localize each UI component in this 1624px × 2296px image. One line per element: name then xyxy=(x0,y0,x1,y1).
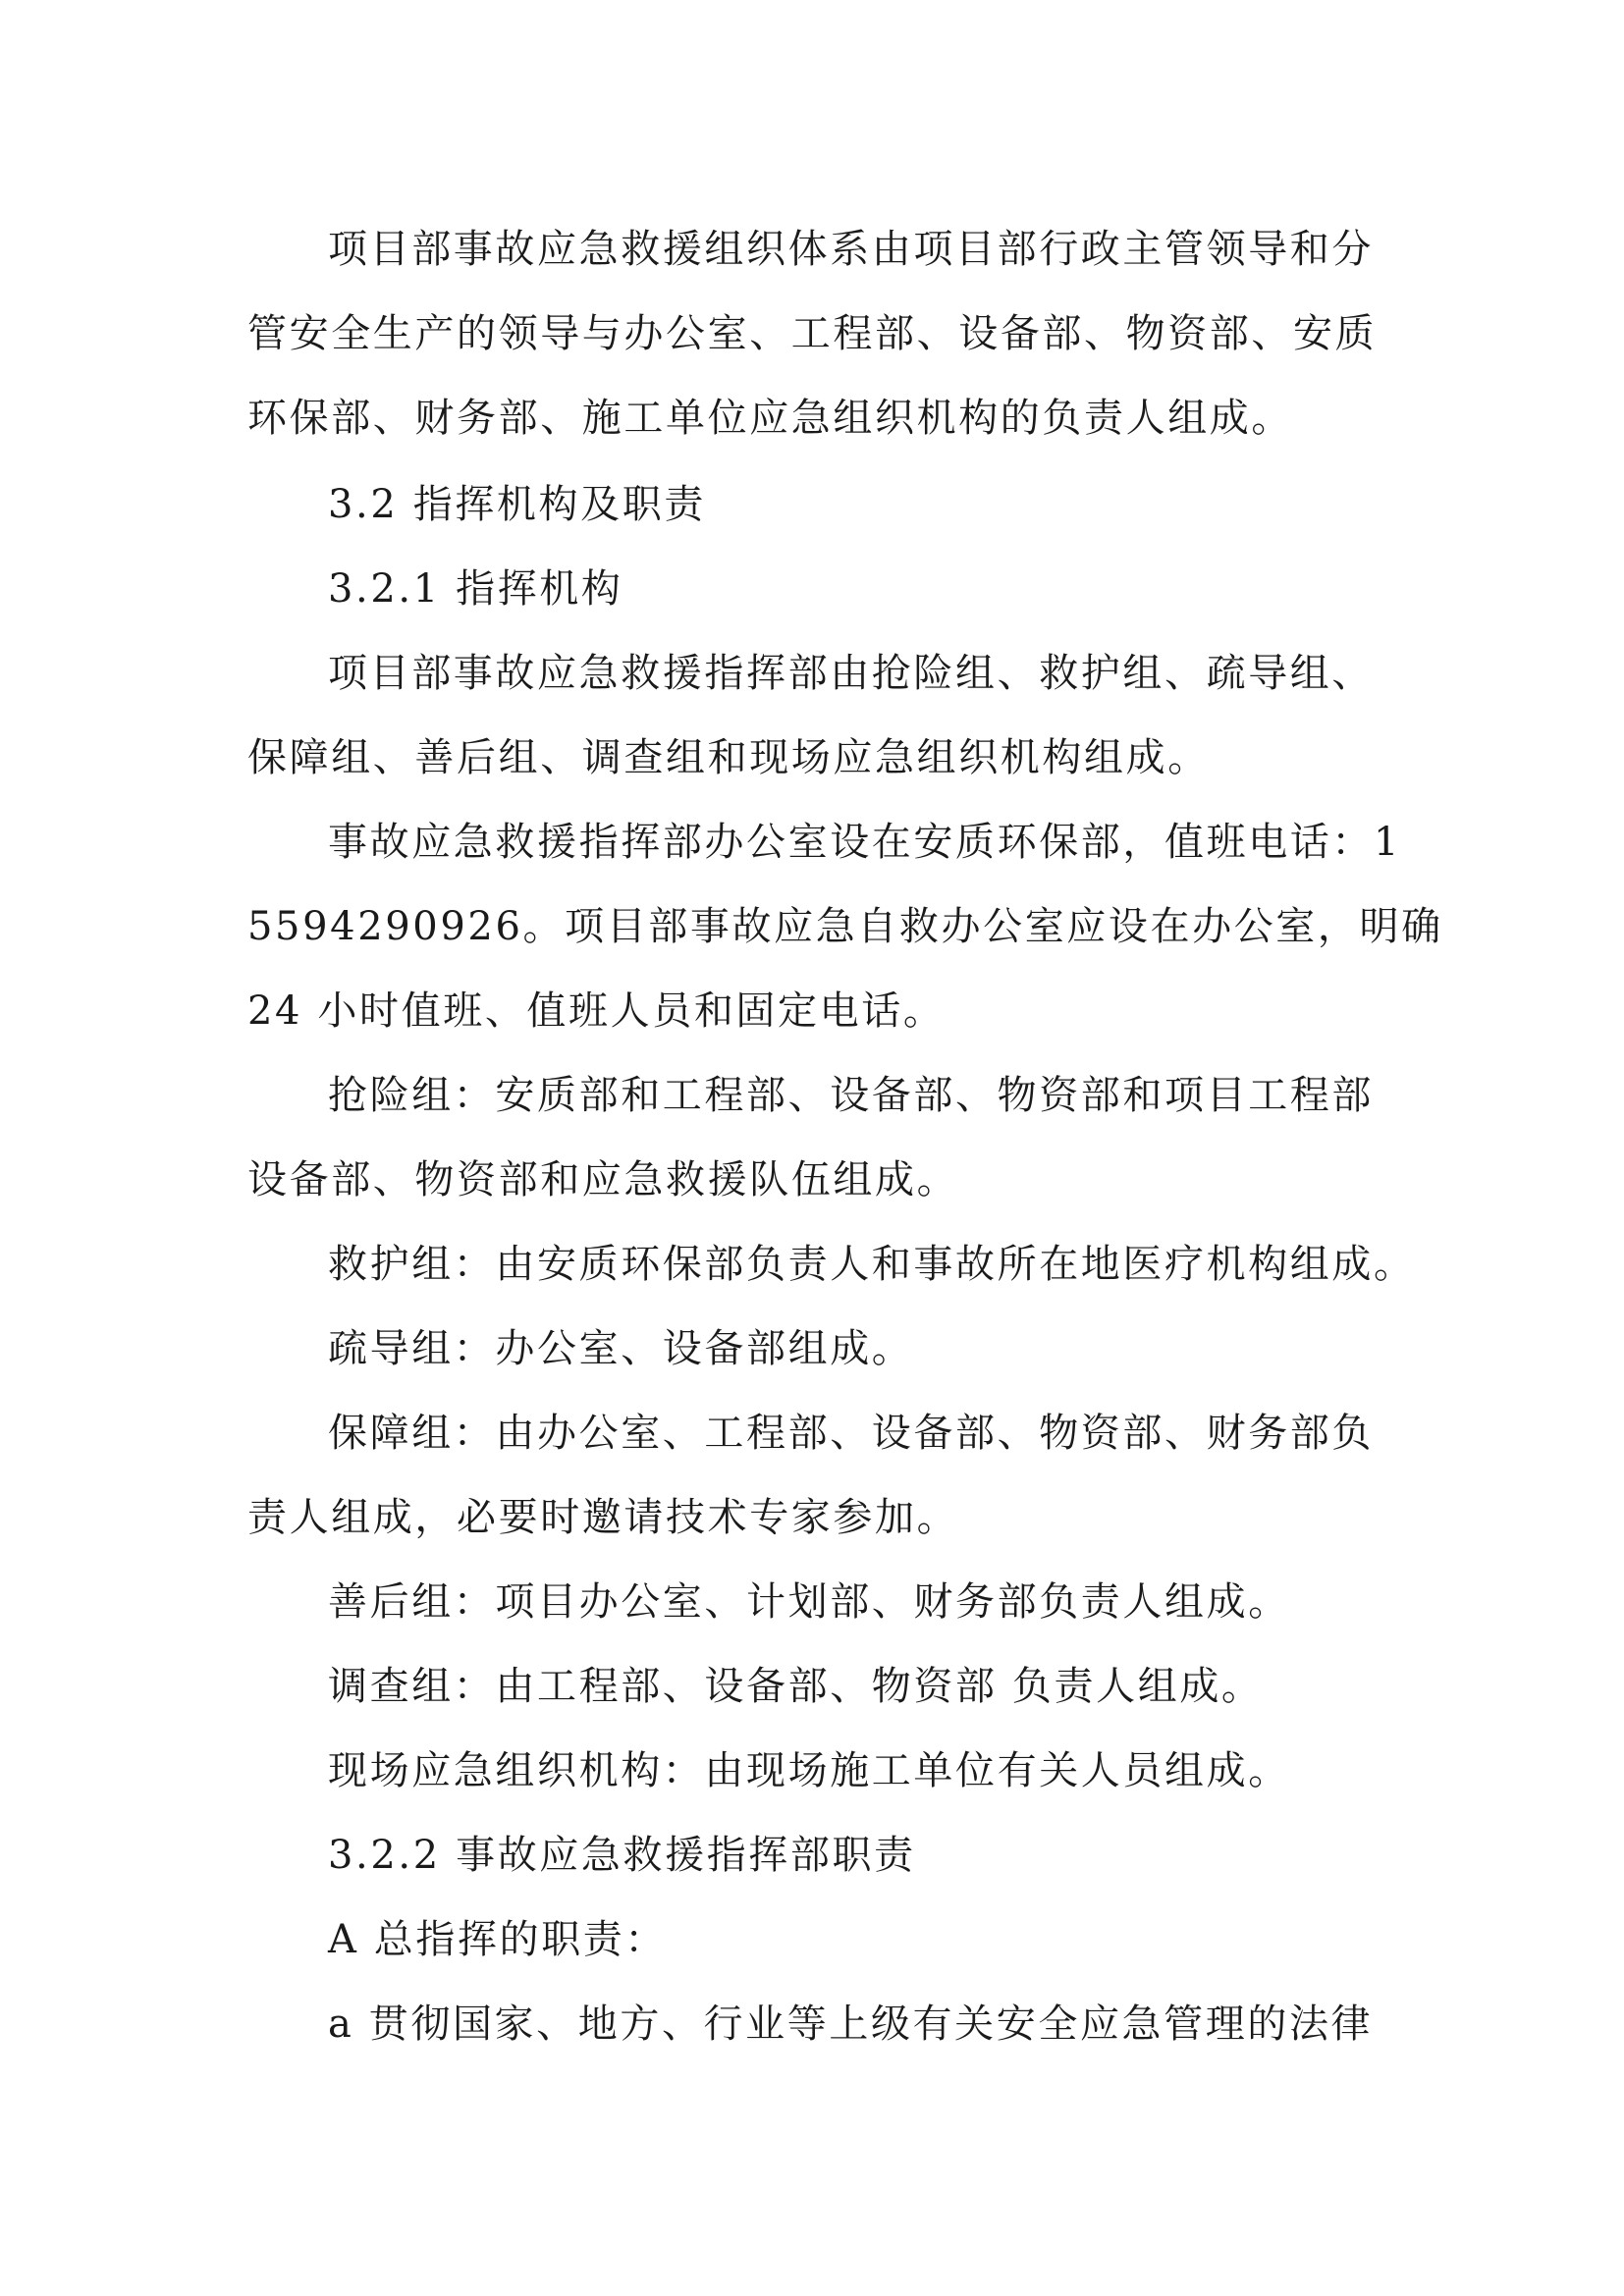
list-item: a 贯彻国家、地方、行业等上级有关安全应急管理的法律 xyxy=(328,2002,1374,2047)
paragraph-line: 抢险组：安质部和工程部、设备部、物资部和项目工程部 xyxy=(328,1073,1374,1118)
paragraph-line: 善后组：项目办公室、计划部、财务部负责人组成。 xyxy=(328,1579,1290,1625)
subsection-heading: 3.2.1 指挥机构 xyxy=(328,566,623,612)
paragraph-line: 5594290926。项目部事故应急自救办公室应设在办公室，明确 xyxy=(247,904,1443,949)
subsection-heading: 3.2.2 事故应急救援指挥部职责 xyxy=(328,1833,916,1878)
paragraph-line: 保障组、善后组、调查组和现场应急组织机构组成。 xyxy=(247,735,1210,780)
paragraph-line: 项目部事故应急救援指挥部由抢险组、救护组、疏导组、 xyxy=(328,651,1374,696)
paragraph-line: 救护组：由安质环保部负责人和事故所在地医疗机构组成。 xyxy=(328,1242,1416,1287)
paragraph-line: 设备部、物资部和应急救援队伍组成。 xyxy=(247,1157,959,1202)
paragraph-line: 事故应急救援指挥部办公室设在安质环保部，值班电话：1 xyxy=(328,820,1402,865)
paragraph-line: 保障组：由办公室、工程部、设备部、物资部、财务部负 xyxy=(328,1411,1374,1456)
paragraph-line: 管安全生产的领导与办公室、工程部、设备部、物资部、安质 xyxy=(247,311,1378,356)
paragraph-line: 责人组成，必要时邀请技术专家参加。 xyxy=(247,1495,959,1540)
paragraph-line: 24 小时值班、值班人员和固定电话。 xyxy=(247,988,946,1034)
paragraph-line: 环保部、财务部、施工单位应急组织机构的负责人组成。 xyxy=(247,396,1293,441)
section-heading: 3.2 指挥机构及职责 xyxy=(328,482,706,527)
paragraph-line: 项目部事故应急救援组织体系由项目部行政主管领导和分 xyxy=(328,227,1374,272)
list-heading: A 总指挥的职责： xyxy=(328,1917,668,1962)
paragraph-line: 调查组：由工程部、设备部、物资部 负责人组成。 xyxy=(328,1664,1264,1709)
paragraph-line: 现场应急组织机构：由现场施工单位有关人员组成。 xyxy=(328,1748,1290,1793)
paragraph-line: 疏导组：办公室、设备部组成。 xyxy=(328,1326,914,1371)
